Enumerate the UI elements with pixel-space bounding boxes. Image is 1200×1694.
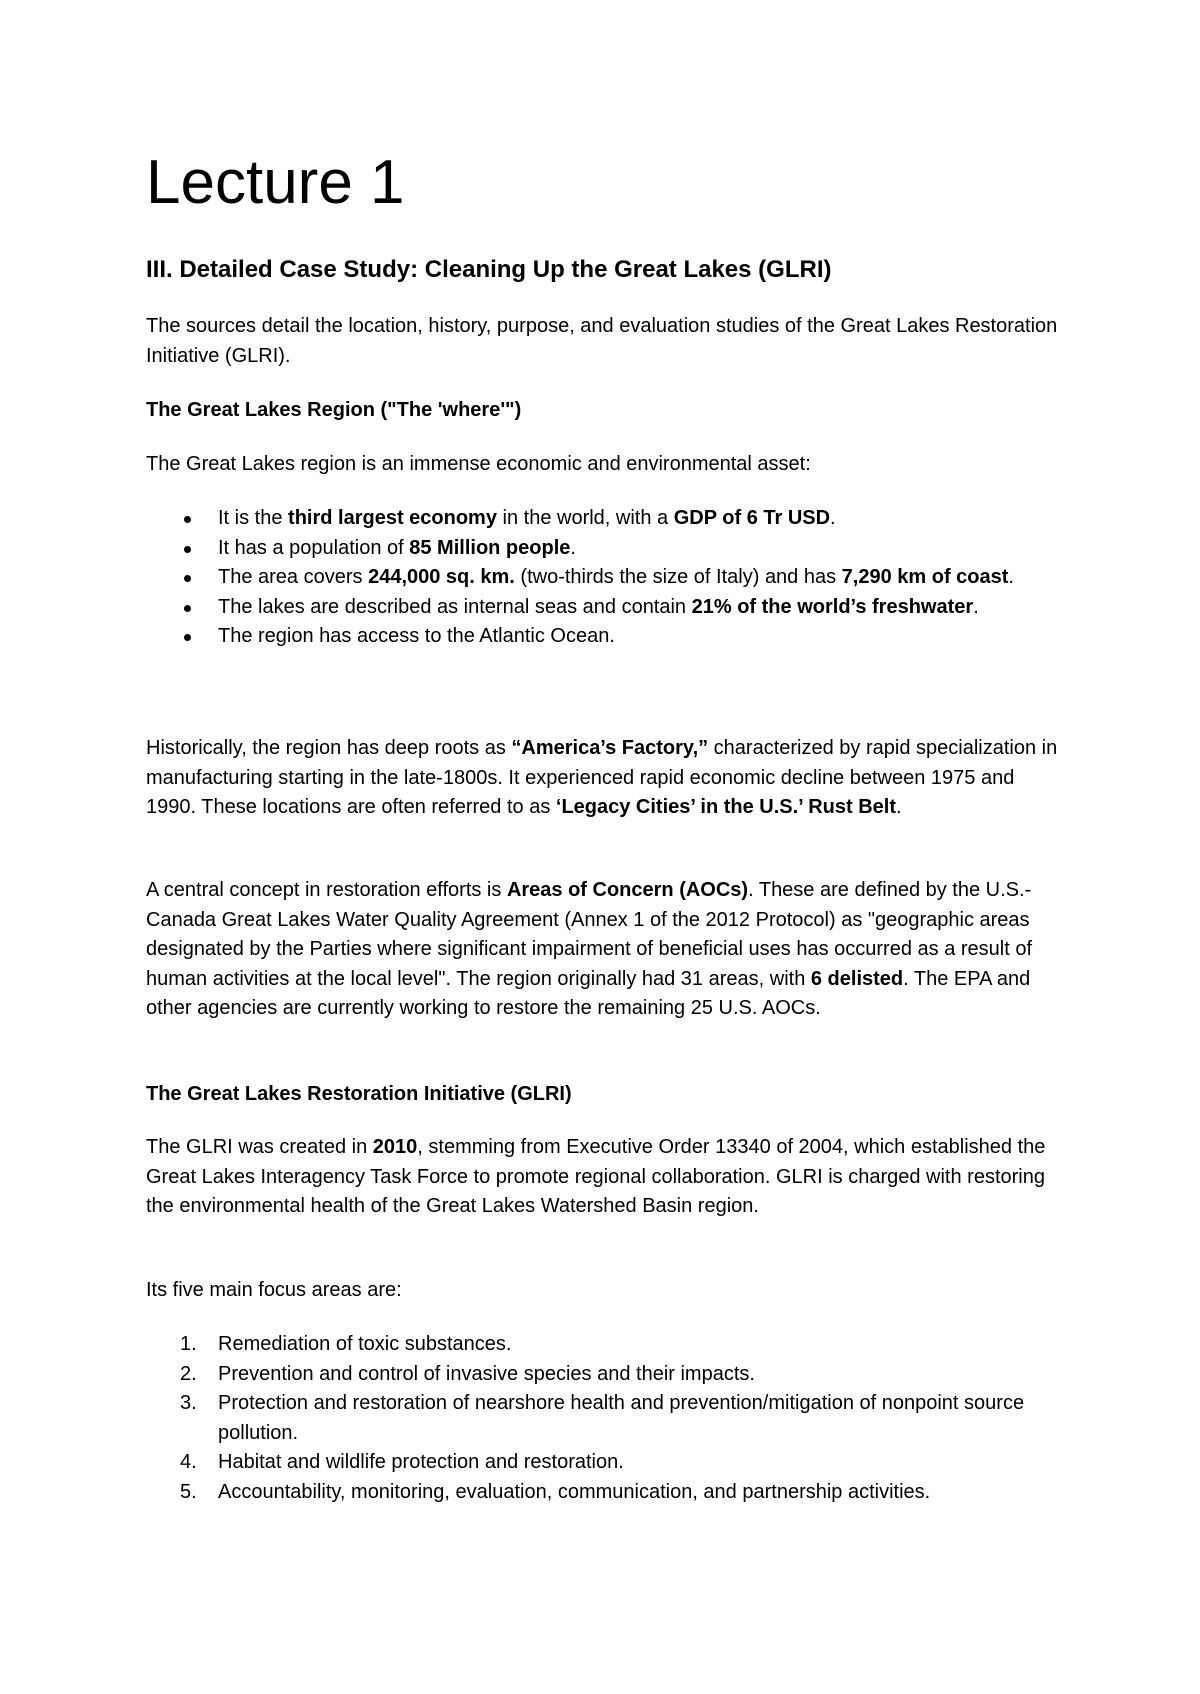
region-heading: The Great Lakes Region ("The 'where'") [146, 399, 522, 421]
page-title: Lecture 1 [146, 148, 405, 217]
list-item: 4. Habitat and wildlife protection and restoration. [180, 1451, 624, 1473]
region-lead: The Great Lakes region is an immense economic and environmental asset: [146, 453, 811, 475]
region-facts-list [146, 504, 1066, 652]
aoc-paragraph: A central concept in restoration efforts is Areas of Concern (AOCs). These are defined by the U.S.-Canada Great Lakes Water Quality Agreement (Annex 1 of the 2012 Protocol) as "geographic areas designated by the Parties where significant impairment of beneficial uses has occurred as a result of human activities at the local level". The region originally had 31 areas, with 6 delisted. The EPA and other agencies are currently working to restore the remaining 25 U.S. AOCs. [146, 879, 1033, 1019]
list-item: It has a population of 85 Million people. [146, 534, 1066, 564]
glri-paragraph: The GLRI was created in 2010, stemming from Executive Order 13340 of 2004, which established the Great Lakes Interagency Task Force to promote regional collaboration. GLRI is charged with restoring the environmental health of the Great Lakes Watershed Basin region. [146, 1136, 1046, 1217]
list-item: 3. Protection and restoration of nearshore health and prevention/mitigation of nonpoint source pollution. [180, 1392, 1025, 1444]
list-item: The region has access to the Atlantic Ocean. [146, 622, 1066, 652]
history-paragraph: Historically, the region has deep roots as “America’s Factory,” characterized by rapid specialization in manufacturing starting in the late-1800s. It experienced rapid economic decline between 1975 and 1990. These locations are often referred to as ‘Legacy Cities’ in the U.S.’ Rust Belt. [146, 737, 1058, 818]
focus-areas-list [146, 1330, 1066, 1507]
list-item: 2. Prevention and control of invasive species and their impacts. [180, 1362, 755, 1385]
glri-heading: The Great Lakes Restoration Initiative (GLRI) [146, 1083, 572, 1105]
section-heading: III. Detailed Case Study: Cleaning Up the Great Lakes (GLRI) [146, 256, 832, 283]
list-item: The area covers 244,000 sq. km. (two-thirds the size of Italy) and has 7,290 km of coast. [146, 563, 1066, 593]
list-item: The lakes are described as internal seas and contain 21% of the world’s freshwater. [146, 593, 1066, 623]
list-item: It is the third largest economy in the world, with a GDP of 6 Tr USD. [146, 504, 1066, 534]
list-item: 1. Remediation of toxic substances. [180, 1333, 512, 1355]
list-item: 5. Accountability, monitoring, evaluation, communication, and partnership activities. [180, 1480, 931, 1503]
intro-paragraph: The sources detail the location, history, purpose, and evaluation studies of the Great Lakes Restoration Initiative (GLRI). [146, 315, 1058, 367]
focus-lead: Its five main focus areas are: [146, 1279, 402, 1301]
